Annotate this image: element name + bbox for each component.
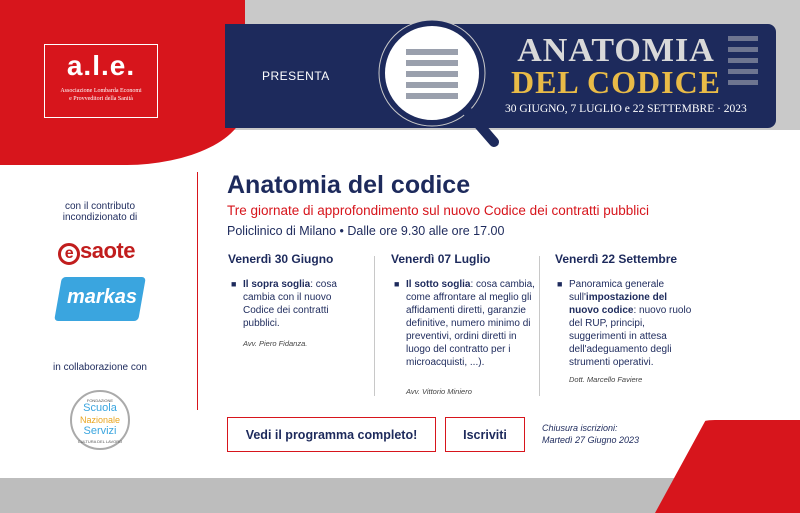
registration-deadline: Chiusura iscrizioni: Martedì 27 Giugno 2023: [542, 423, 640, 445]
view-program-button[interactable]: Vedi il programma completo!: [227, 417, 436, 452]
contributo-label: con il contributo incondizionato di: [62, 201, 138, 223]
divider-red: [197, 172, 198, 410]
bullet-icon: ■: [394, 279, 400, 289]
event-title-line2: DEL CODICE: [510, 64, 722, 100]
day2-heading: Venerdì 07 Luglio: [391, 252, 491, 266]
bullet-icon: ■: [231, 279, 237, 289]
event-dates: 30 GIUGNO, 7 LUGLIO e 22 SETTEMBRE · 2023: [505, 103, 747, 115]
presenta-label: PRESENTA: [262, 69, 330, 83]
decorative-stripes: [728, 34, 768, 94]
bullet-icon: ■: [557, 279, 563, 289]
esaote-logo: e saote: [58, 238, 135, 265]
page-subtitle: Tre giornate di approfondimento sul nuovo Codice dei contratti pubblici: [227, 203, 650, 218]
partner-line2: Nazionale: [79, 415, 121, 425]
day3-description: ■ Panoramica generale sull'impostazione del nuovo codice: nuovo ruolo del RUP, principi, suggerimenti in attesa dell'adeguamento degli strumenti operativi.: [557, 279, 692, 368]
partner-bottom-text: CULTURA DEL LAVORO: [77, 439, 123, 444]
day2-description: ■ Il sotto soglia: cosa cambia, come affrontare al meglio gli affidamenti diretti, garanzie definitive, numero minimo di preventivi, ordini diretti in luogo del contratto per i microacquisti, ...).: [394, 279, 535, 368]
day3-heading: Venerdì 22 Settembre: [555, 252, 678, 266]
esaote-logo-mark: e: [58, 243, 80, 265]
day3-speaker: Dott. Marcello Faviere: [569, 375, 643, 384]
event-title-line1: ANATOMIA: [517, 32, 715, 69]
red-bottom-corner-shape: [655, 420, 800, 513]
column-divider: [539, 256, 540, 396]
column-divider: [374, 256, 375, 396]
day1-heading: Venerdì 30 Giugno: [228, 252, 334, 266]
event-location: Policlinico di Milano • Dalle ore 9.30 alle ore 17.00: [227, 224, 505, 238]
day1-description: ■ Il sopra soglia: cosa cambia con il nuovo Codice dei contratti pubblici.: [231, 279, 337, 329]
day1-speaker: Avv. Piero Fidanza.: [243, 339, 308, 348]
day2-speaker: Avv. Vittorio Miniero: [406, 387, 472, 396]
ale-logo-subtitle: Associazione Lombarda Economi e Provveditori della Sanità: [60, 88, 142, 102]
page-title: Anatomia del codice: [227, 171, 471, 199]
ale-logo-text: a.l.e.: [66, 50, 136, 81]
partner-top-text: FONDAZIONE: [86, 398, 114, 403]
signup-button[interactable]: Iscriviti: [445, 417, 525, 452]
markas-logo: markas: [66, 286, 138, 308]
collaborazione-label: in collaborazione con: [53, 362, 147, 373]
magnifying-glass-icon: [372, 16, 502, 150]
partner-line3: Servizi: [83, 425, 117, 437]
partner-line1: Scuola: [83, 402, 117, 414]
